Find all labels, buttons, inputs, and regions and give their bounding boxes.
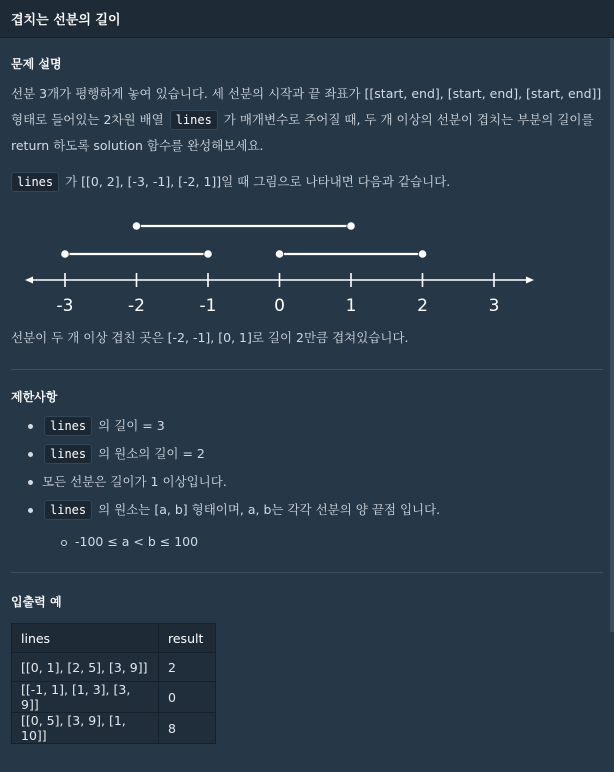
constraint-item [11,412,603,440]
constraints-list [11,412,603,524]
table-row [12,653,216,682]
constraint-text: 의 원소의 길이 = 2 [98,446,205,461]
constraint-range: -100 ≤ a < b ≤ 100 [75,534,199,549]
segment-endpoint [275,250,283,258]
segment-endpoint [347,222,355,230]
title-bar [0,0,614,38]
lines-code: lines [11,172,59,192]
tick-label: 0 [274,296,285,316]
constraint-text: 의 길이 = 3 [98,418,165,433]
segment-endpoint [132,222,140,230]
cell-result: 8 [159,713,216,744]
io-example-table [11,623,216,744]
cell-result: 2 [159,653,216,682]
description-heading: 문제 설명 [11,57,62,71]
bullet-icon [28,452,33,457]
lines-code: lines [44,416,92,436]
example-line [11,169,603,195]
constraint-sub-item [11,528,603,556]
table-header-row [12,624,216,653]
description-line-1: 선분 3개가 평행하게 놓여 있습니다. 세 선분의 시작과 끝 좌표가 [[start, end], [start, end], [start, end]] [11,86,602,101]
segment-endpoint [204,250,212,258]
cell-lines: [[0, 5], [3, 9], [1, 10]] [12,713,159,744]
tick-label: 2 [417,296,428,316]
problem-content [0,38,614,744]
tick-label: -2 [128,296,145,316]
lines-code: lines [44,500,92,520]
constraint-text: 의 원소는 [a, b] 형태이며, a, b는 각각 선분의 양 끝점 입니다. [98,502,441,517]
tick-label: -1 [199,296,217,316]
constraint-item [11,440,603,468]
lines-code: lines [170,110,218,130]
table-row [12,713,216,744]
table-row [12,682,216,713]
cell-lines: [[-1, 1], [1, 3], [3, 9]] [12,682,159,713]
io-heading: 입출력 예 [11,595,62,609]
lines-code: lines [44,444,92,464]
circle-bullet-icon [61,540,67,546]
segment-endpoint [61,250,69,258]
example-text: 가 [[0, 2], [-3, -1], [-2, 1]]일 때 그림으로 나타내면 다음과 같습니다. [65,174,451,189]
description-line-2 [11,107,603,133]
tick-label: -3 [56,296,74,316]
constraint-item [11,496,603,524]
description-line-2-start: 형태로 들어있는 2차원 배열 [11,112,164,127]
arrow-left-icon [25,277,33,284]
tick-label: 3 [488,296,500,316]
cell-lines: [[0, 1], [2, 5], [3, 9]] [12,653,159,682]
constraints-heading: 제한사항 [11,390,58,404]
cell-result: 0 [159,682,216,713]
constraint-item [11,468,603,496]
segment-diagram [11,195,603,325]
column-header-lines: lines [12,624,159,653]
constraint-text: 모든 선분은 길이가 1 이상입니다. [42,474,227,489]
problem-title: 겹치는 선분의 길이 [11,13,121,28]
bullet-icon [28,508,33,513]
segment-endpoint [418,250,426,258]
description-line-2-end: 가 매개변수로 주어질 때, 두 개 이상의 선분이 겹치는 부분의 길이를 [223,112,594,127]
description-line-3: return 하도록 solution 함수를 완성해보세요. [11,138,264,153]
arrow-right-icon [526,277,534,284]
conclusion-text: 선분이 두 개 이상 겹친 곳은 [-2, -1], [0, 1]로 길이 2만큼 겹쳐있습니다. [11,330,409,345]
bullet-icon [28,480,33,485]
tick-label: 1 [345,296,357,316]
column-header-result: result [159,624,216,653]
bullet-icon [28,424,33,429]
